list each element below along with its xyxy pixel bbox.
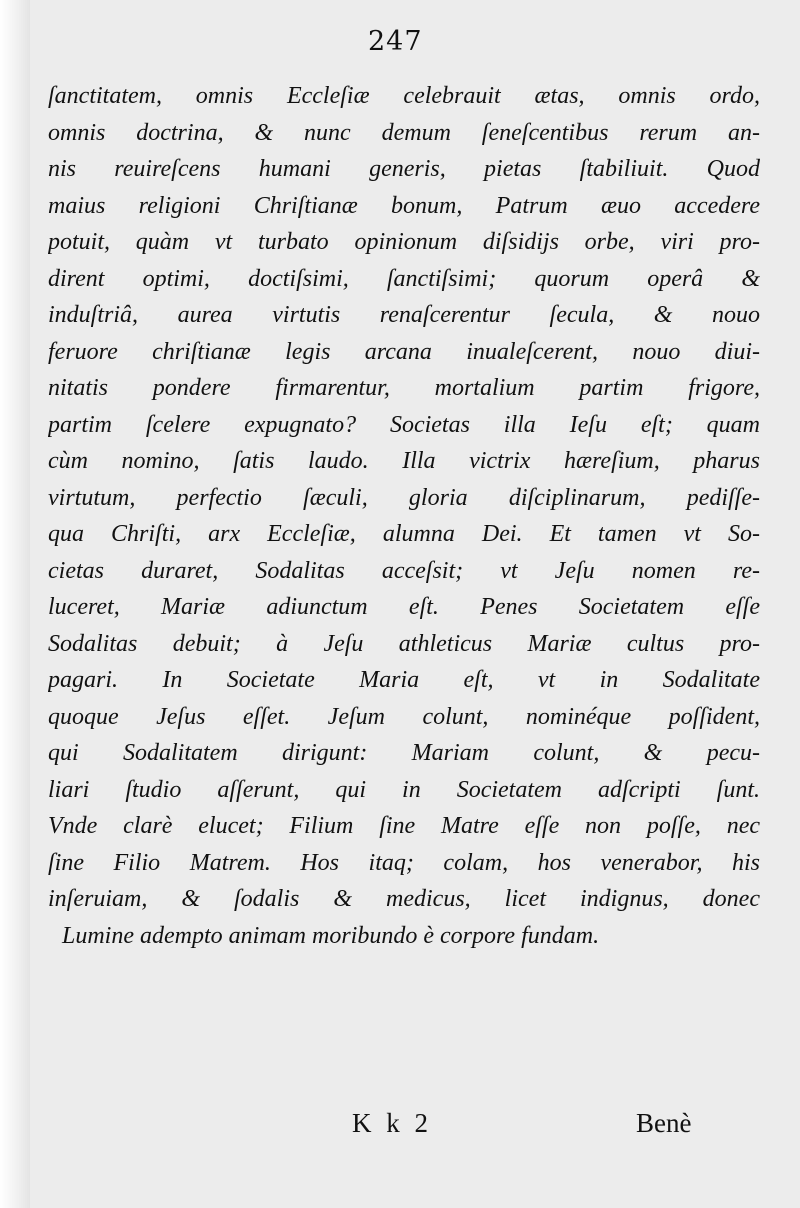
text-line: virtutum, perfectio ſæculi, gloria diſciplinarum, pediſſe-: [48, 484, 760, 511]
text-line: omnis doctrina, & nunc demum ſeneſcentibus rerum an-: [48, 119, 760, 146]
text-line: quoque Jeſus eſſet. Jeſum colunt, nominéque poſſident,: [48, 703, 760, 730]
text-line: qui Sodalitatem dirigunt: Mariam colunt, & pecu-: [48, 740, 760, 766]
text-line: potuit, quàm vt turbato opinionum diſsidijs orbe, viri pro-: [48, 229, 760, 255]
text-line: nis reuireſcens humani generis, pietas ſtabiliuit. Quod: [48, 156, 760, 182]
text-line: Sodalitas debuit; à Jeſu athleticus Mariæ cultus pro-: [48, 630, 760, 657]
text-line: dirent optimi, doctiſsimi, ſanctiſsimi; quorum operâ &: [48, 265, 760, 292]
body-text: [48, 78, 760, 954]
catchword: Benè: [636, 1108, 692, 1138]
text-line: ſine Filio Matrem. Hos itaq; colam, hos venerabor, his: [48, 849, 760, 876]
text-line: cietas duraret, Sodalitas acceſsit; vt Jeſu nomen re-: [48, 557, 760, 584]
page-number: 247: [368, 26, 423, 57]
page-footer: [0, 1108, 800, 1148]
text-line: induſtriâ, aurea virtutis renaſcerentur ſecula, & nouo: [48, 302, 760, 328]
text-line: ſanctitatem, omnis Eccleſiæ celebrauit ætas, omnis ordo,: [48, 83, 760, 109]
text-line: inſeruiam, & ſodalis & medicus, licet indignus, donec: [48, 886, 760, 912]
text-line: Vnde clarè elucet; Filium ſine Matre eſſe non poſſe, nec: [48, 813, 760, 839]
text-line: luceret, Mariæ adiunctum eſt. Penes Societatem eſſe: [48, 594, 760, 620]
text-line: partim ſcelere expugnato? Societas illa Ieſu eſt; quam: [48, 411, 760, 438]
text-line: Lumine adempto animam moribundo è corpore fundam.: [62, 922, 600, 949]
text-line: liari ſtudio aſſerunt, qui in Societatem adſcripti ſunt.: [48, 776, 760, 803]
page-gutter-shadow: [0, 0, 30, 1208]
text-line: maius religioni Chriſtianæ bonum, Patrum æuo accedere: [48, 192, 760, 219]
text-line: feruore chriſtianæ legis arcana inualeſcerent, nouo diui-: [48, 338, 760, 365]
signature-mark: K k 2: [352, 1108, 432, 1138]
text-line: nitatis pondere firmarentur, mortalium partim frigore,: [48, 375, 760, 401]
text-line: cùm nomino, ſatis laudo. Illa victrix hæreſium, pharus: [48, 448, 760, 474]
text-line: qua Chriſti, arx Eccleſiæ, alumna Dei. Et tamen vt So-: [48, 521, 760, 547]
text-line: pagari. In Societate Maria eſt, vt in Sodalitate: [48, 667, 760, 693]
